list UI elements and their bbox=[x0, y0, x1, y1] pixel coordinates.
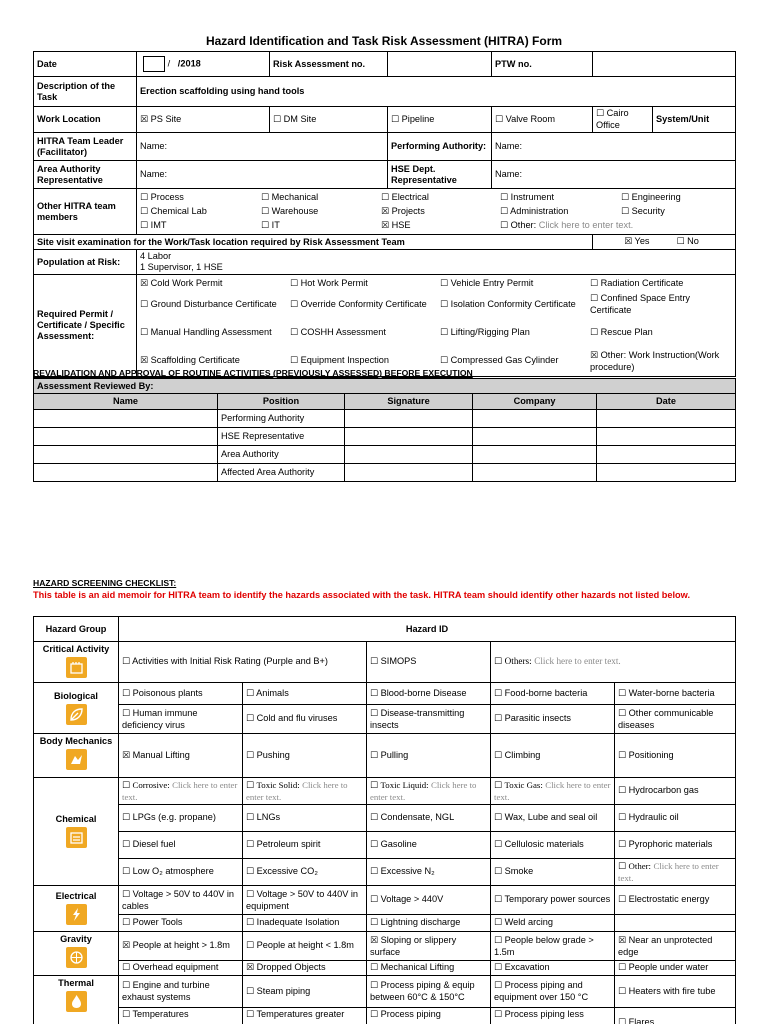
checkbox[interactable]: ☐ bbox=[261, 192, 270, 203]
checkbox[interactable]: ☐ bbox=[618, 840, 627, 850]
checkbox[interactable]: ☐ bbox=[246, 780, 255, 791]
flame-icon bbox=[66, 991, 87, 1012]
checkbox[interactable]: ☐ bbox=[370, 895, 379, 905]
leaf-icon bbox=[66, 704, 87, 725]
permits-label: Required Permit / Certificate / Specific Assessment: bbox=[34, 275, 137, 377]
checkbox[interactable]: ☐ bbox=[494, 714, 503, 724]
checkbox[interactable]: ☐ bbox=[122, 889, 131, 900]
checkbox[interactable]: ☐ bbox=[440, 327, 449, 338]
no-checkbox[interactable]: ☐ bbox=[676, 237, 685, 247]
checkbox[interactable]: ☐ bbox=[122, 1010, 131, 1020]
checkbox[interactable]: ☐ bbox=[246, 813, 255, 823]
checkbox[interactable]: ☐ bbox=[246, 714, 255, 724]
group-body-mechanics: Body Mechanics bbox=[39, 736, 113, 746]
checkbox[interactable]: ☐ bbox=[246, 840, 255, 850]
checkbox[interactable]: ☐ bbox=[370, 840, 379, 850]
checkbox[interactable]: ☐ bbox=[370, 688, 379, 699]
checkbox[interactable]: ☐ bbox=[246, 889, 255, 900]
aar-label: Area Authority Representative bbox=[34, 161, 137, 189]
checkbox[interactable]: ☐ bbox=[370, 780, 379, 791]
checkbox[interactable]: ☐ bbox=[494, 840, 503, 850]
checkbox-checked[interactable]: ☒ bbox=[140, 356, 149, 366]
other-members-label: Other HITRA team members bbox=[34, 189, 137, 235]
pa-name[interactable]: Name: bbox=[492, 133, 736, 161]
checkbox[interactable]: ☐ bbox=[494, 895, 503, 905]
aar-name[interactable]: Name: bbox=[137, 161, 388, 189]
checkbox[interactable]: ☐ bbox=[440, 279, 449, 289]
checkbox[interactable]: ☐ bbox=[494, 867, 503, 877]
checkbox-checked[interactable]: ☒ bbox=[370, 935, 379, 946]
checkbox[interactable]: ☐ bbox=[246, 1010, 255, 1020]
group-thermal: Thermal bbox=[58, 978, 94, 988]
checkbox[interactable]: ☐ bbox=[621, 192, 630, 203]
checkbox[interactable]: ☐ bbox=[140, 299, 149, 310]
checkbox[interactable]: ☐ bbox=[494, 657, 503, 667]
screening-heading: HAZARD SCREENING CHECKLIST: bbox=[33, 578, 177, 588]
checkbox[interactable]: ☐ bbox=[500, 192, 509, 203]
checkbox-checked[interactable]: ☒ bbox=[122, 941, 131, 951]
checkbox[interactable]: ☐ bbox=[494, 1010, 503, 1020]
checkbox[interactable]: ☐ bbox=[261, 206, 270, 217]
checkbox[interactable]: ☐ bbox=[618, 813, 627, 823]
checkbox[interactable]: ☐ bbox=[621, 206, 630, 217]
checkbox[interactable]: ☐ bbox=[590, 279, 599, 289]
yes-checkbox[interactable]: ☒ bbox=[624, 237, 633, 247]
checkbox[interactable]: ☐ bbox=[440, 356, 449, 366]
checkbox[interactable]: ☐ bbox=[500, 206, 509, 217]
checkbox-checked[interactable]: ☒ bbox=[381, 220, 390, 231]
group-biological: Biological bbox=[54, 691, 98, 701]
chemical-icon bbox=[66, 827, 87, 848]
form-title: Hazard Identification and Task Risk Assessment (HITRA) Form bbox=[205, 34, 563, 48]
reviewed-by: Assessment Reviewed By: bbox=[34, 379, 736, 394]
checkbox[interactable]: ☐ bbox=[122, 813, 131, 823]
ra-input[interactable] bbox=[388, 52, 492, 77]
checkbox[interactable]: ☐ bbox=[391, 114, 400, 125]
checkbox[interactable]: ☐ bbox=[122, 918, 131, 928]
checkbox[interactable]: ☐ bbox=[596, 109, 605, 119]
table-row: Performing Authority bbox=[34, 410, 736, 428]
checkbox-checked[interactable]: ☒ bbox=[246, 963, 255, 973]
critical-activity-icon bbox=[66, 657, 87, 678]
checkbox[interactable]: ☐ bbox=[273, 114, 282, 125]
work-location-label: Work Location bbox=[34, 107, 137, 133]
checkbox[interactable]: ☐ bbox=[140, 327, 149, 338]
checkbox[interactable]: ☐ bbox=[494, 813, 503, 823]
date-year: /2018 bbox=[177, 58, 201, 69]
checkbox[interactable]: ☐ bbox=[494, 918, 503, 928]
date-label: Date bbox=[34, 52, 137, 77]
checkbox[interactable]: ☐ bbox=[618, 963, 627, 973]
checkbox[interactable]: ☐ bbox=[618, 1017, 627, 1024]
checkbox[interactable]: ☐ bbox=[370, 708, 379, 719]
checkbox[interactable]: ☐ bbox=[290, 327, 299, 338]
lightning-icon bbox=[66, 904, 87, 925]
checkbox[interactable]: ☐ bbox=[246, 867, 255, 877]
checkbox[interactable]: ☐ bbox=[370, 963, 379, 973]
group-critical: Critical Activity bbox=[42, 644, 110, 654]
checkbox[interactable]: ☐ bbox=[494, 780, 503, 791]
table-row: Area Authority bbox=[34, 446, 736, 464]
checkbox-checked[interactable]: ☒ bbox=[590, 350, 599, 361]
checkbox[interactable]: ☐ bbox=[246, 688, 255, 699]
checkbox[interactable]: ☐ bbox=[246, 941, 255, 951]
ptw-label: PTW no. bbox=[492, 52, 593, 77]
checkbox[interactable]: ☐ bbox=[618, 861, 627, 872]
hse-label: HSE Dept. Representative bbox=[388, 161, 492, 189]
pa-label: Performing Authority: bbox=[388, 133, 492, 161]
checkbox[interactable]: ☐ bbox=[370, 867, 379, 877]
checkbox[interactable]: ☐ bbox=[370, 981, 379, 991]
checkbox[interactable]: ☐ bbox=[246, 750, 255, 761]
leader-label: HITRA Team Leader (Facilitator) bbox=[34, 133, 137, 161]
checkbox[interactable]: ☐ bbox=[140, 192, 149, 203]
checkbox[interactable]: ☐ bbox=[370, 1010, 379, 1020]
system-unit-label: System/Unit bbox=[653, 107, 736, 133]
checkbox[interactable]: ☐ bbox=[246, 986, 255, 997]
checkbox[interactable]: ☐ bbox=[140, 206, 149, 217]
checkbox[interactable]: ☐ bbox=[494, 963, 503, 973]
checkbox[interactable]: ☐ bbox=[440, 299, 449, 310]
revalidation-heading: REVALIDATION AND APPROVAL OF ROUTINE ACTIVITIES (PREVIOUSLY ASSESSED) BEFORE EXECUTION bbox=[33, 368, 473, 378]
checkbox[interactable]: ☐ bbox=[370, 750, 379, 761]
screening-note: This table is an aid memoir for HITRA team to identify the hazards associated with the task. HITRA team should identify other hazards not listed below. bbox=[33, 590, 691, 600]
site-visit-label: Site visit examination for the Work/Task location required by Risk Assessment Team bbox=[34, 235, 593, 250]
checkbox[interactable]: ☐ bbox=[494, 750, 503, 761]
checkbox[interactable]: ☐ bbox=[618, 895, 627, 905]
leader-name[interactable]: Name: bbox=[137, 133, 388, 161]
permits-grid: ☒ Cold Work Permit ☐ Hot Work Permit ☐ Vehicle Entry Permit ☐ Radiation Certificate ☐ Ground Disturbance Certificate ☐ Override Conformity Certificate ☐ Isolation Conformity Certificate ☐ Confined Space Entry Certificate ☐ Manual Handling Assessment ☐ COSHH Assessment ☐ Lifting/Rigging Plan ☐ Rescue Plan ☒ Scaffolding Certificate ☐ Equipment Inspection ☐ Compressed Gas Cylinder ☒ Other: Work Instruction(Work procedure) bbox=[140, 278, 720, 372]
checkbox[interactable]: ☐ bbox=[500, 220, 509, 231]
checkbox[interactable]: ☐ bbox=[494, 935, 503, 946]
hand-icon bbox=[66, 749, 87, 770]
checkbox[interactable]: ☐ bbox=[290, 356, 299, 366]
checkbox[interactable]: ☐ bbox=[122, 780, 131, 791]
date-day-input[interactable] bbox=[143, 56, 165, 72]
checkbox[interactable]: ☐ bbox=[122, 840, 131, 850]
checkbox[interactable]: ☐ bbox=[122, 963, 131, 973]
checkbox[interactable]: ☐ bbox=[122, 657, 131, 667]
checkbox[interactable]: ☐ bbox=[290, 279, 299, 289]
checkbox[interactable]: ☐ bbox=[618, 708, 627, 719]
checkbox[interactable]: ☐ bbox=[370, 813, 379, 823]
ra-label: Risk Assessment no. bbox=[270, 52, 388, 77]
checkbox[interactable]: ☐ bbox=[370, 657, 379, 667]
hitra-header-table: Date / /2018 Risk Assessment no. PTW no. Description of the Task Erection scaffolding using hand tools Work Location ☒ PS Site ☐ DM Site ☐ Pipeline ☐ Valve Room ☐ Cairo Office System/Unit HITRA Team Leader (Facilitator) Name: Performing Authority: Name: Area Authority Representative Name: HSE Dept. Representative Name: Other HITRA team members ☐ Process ☐ Mechanical ☐ Electrical ☐ Instrument ☐ Engineering ☐ Chemical Lab ☐ Warehouse ☒ Projects ☐ Administration ☐ Security ☐ IMT ☐ IT ☒ HSE ☐ Other: Click here to enter text. Site visit examination for the Work/Task location required by Risk Assessment Team ☒ Yes ☐ No Population at Risk: 4 Labor 1 Supervisor, 1 HSE Required Permit / Certificate / Specific Assessment: ☒ Cold Work Permit ☐ Hot Work Permit ☐ Vehicle Entry Permit ☐ Radiation Certificate ☐ Ground Disturbance Certificate ☐ Override Conformity Certificate ☐ Isolation Conformity Certificate ☐ Confined Space Entry Certificate ☐ Manual Handling Assessment ☐ COSHH Assessment ☐ Lifting/Rigging Plan ☐ Rescue Plan ☒ Scaffolding Certificate ☐ Equipment Inspection ☐ Compressed Gas Cylinder ☒ Other: Work Instruction(Work procedure) bbox=[33, 51, 736, 377]
checkbox-checked[interactable]: ☒ bbox=[381, 206, 390, 217]
checkbox[interactable]: ☐ bbox=[122, 981, 131, 991]
checkbox[interactable]: ☐ bbox=[370, 918, 379, 928]
checkbox[interactable]: ☐ bbox=[246, 918, 255, 928]
hse-name[interactable]: Name: bbox=[492, 161, 736, 189]
population-label: Population at Risk: bbox=[34, 250, 137, 275]
table-row: HSE Representative bbox=[34, 428, 736, 446]
checkbox[interactable]: ☐ bbox=[618, 986, 627, 997]
group-electrical: Electrical bbox=[55, 890, 97, 901]
checkbox[interactable]: ☐ bbox=[122, 688, 131, 699]
checkbox[interactable]: ☐ bbox=[140, 220, 149, 231]
revalidation-table: Assessment Reviewed By: Name Position Signature Company Date Performing Authority HSE Representative Area Authority Affected Area Authority bbox=[33, 378, 736, 482]
group-gravity: Gravity bbox=[60, 934, 92, 944]
group-chemical: Chemical bbox=[55, 813, 97, 824]
checkbox[interactable]: ☐ bbox=[618, 688, 627, 699]
checkbox[interactable]: ☐ bbox=[590, 327, 599, 338]
checkbox-checked[interactable]: ☒ bbox=[122, 750, 131, 761]
checkbox[interactable]: ☐ bbox=[590, 294, 599, 304]
desc-value[interactable]: Erection scaffolding using hand tools bbox=[137, 77, 736, 107]
checkbox[interactable]: ☐ bbox=[494, 688, 503, 699]
checkbox-checked[interactable]: ☒ bbox=[618, 935, 627, 946]
checkbox[interactable]: ☐ bbox=[290, 299, 299, 310]
checkbox[interactable]: ☐ bbox=[618, 750, 627, 761]
members-grid: ☐ Process ☐ Mechanical ☐ Electrical ☐ Instrument ☐ Engineering ☐ Chemical Lab ☐ Warehouse ☒ Projects ☐ Administration ☐ Security ☐ IMT ☐ IT ☒ HSE ☐ Other: Click here to enter text. bbox=[140, 191, 681, 231]
checkbox[interactable]: ☐ bbox=[122, 708, 131, 719]
checkbox[interactable]: ☐ bbox=[381, 192, 390, 203]
checkbox[interactable]: ☐ bbox=[618, 786, 627, 796]
checkbox[interactable]: ☐ bbox=[122, 867, 131, 877]
checkbox[interactable]: ☐ bbox=[261, 220, 270, 231]
ptw-input[interactable] bbox=[593, 52, 736, 77]
checkbox[interactable]: ☐ bbox=[494, 981, 503, 991]
checkbox[interactable]: ☐ bbox=[495, 114, 504, 125]
globe-icon bbox=[66, 947, 87, 968]
hazard-table: Hazard Group Hazard ID Critical Activity ☐ Activities with Initial Risk Rating (Purple and B+) ☐ SIMOPS ☐ Others: Click here to enter text. Biological ☐ Poisonous plants ☐ Animals ☐ Blood-borne Disease ☐ Food-borne bacteria ☐ Water-borne bacteria ☐ Human immune deficiency virus ☐ Cold and flu viruses ☐ Disease-transmitting insects ☐ Parasitic insects ☐ Other communicable diseases Body Mechanics ☒ Manual Lifting ☐ Pushing ☐ Pulling ☐ Climbing ☐ Positioning Chemical ☐ Corrosive: Click here to enter text. ☐ Toxic Solid: Click here to enter text. ☐ Toxic Liquid: Click here to enter text. ☐ Toxic Gas: Click here to enter text. ☐ Hydrocarbon gas ☐ LPGs (e.g. propane) ☐ LNGs ☐ Condensate, NGL ☐ Wax, Lube and seal oil ☐ Hydraulic oil ☐ Diesel fuel ☐ Petroleum spirit ☐ Gasoline ☐ Cellulosic materials ☐ Pyrophoric materials ☐ Low O₂ atmosphere ☐ Excessive CO₂ ☐ Excessive N₂ ☐ Smoke ☐ Other: Click here to enter text. Electrical ☐ Voltage > 50V to 440V in cables ☐ Voltage > 50V to 440V in equipment ☐ Voltage > 440V ☐ Temporary power sources ☐ Electrostatic energy ☐ Power Tools ☐ Inadequate Isolation ☐ Lightning discharge ☐ Weld arcing Gravity ☒ People at height > 1.8m ☐ People at height < 1.8m ☒ Sloping or slippery surface ☐ People below grade > 1.5m ☒ Near an unprotected edge ☐ Overhead equipment ☒ Dropped Objects ☐ Mechanical Lifting ☐ Excavation ☐ People under water Thermal ☐ Engine and turbine exhaust systems ☐ Steam piping ☐ Process piping & equip between 60°C & 150°C ☐ Process piping and equipment over 150 °C ☐ Heaters with fire tube ☐ Temperatures ☐ Temperatures greater ☐ Process piping ☐ Process piping less ☐ Flares bbox=[33, 616, 736, 1024]
table-row: Affected Area Authority bbox=[34, 464, 736, 482]
checkbox-checked[interactable]: ☒ bbox=[140, 114, 149, 125]
checkbox-checked[interactable]: ☒ bbox=[140, 279, 149, 289]
desc-label: Description of the Task bbox=[34, 77, 137, 107]
